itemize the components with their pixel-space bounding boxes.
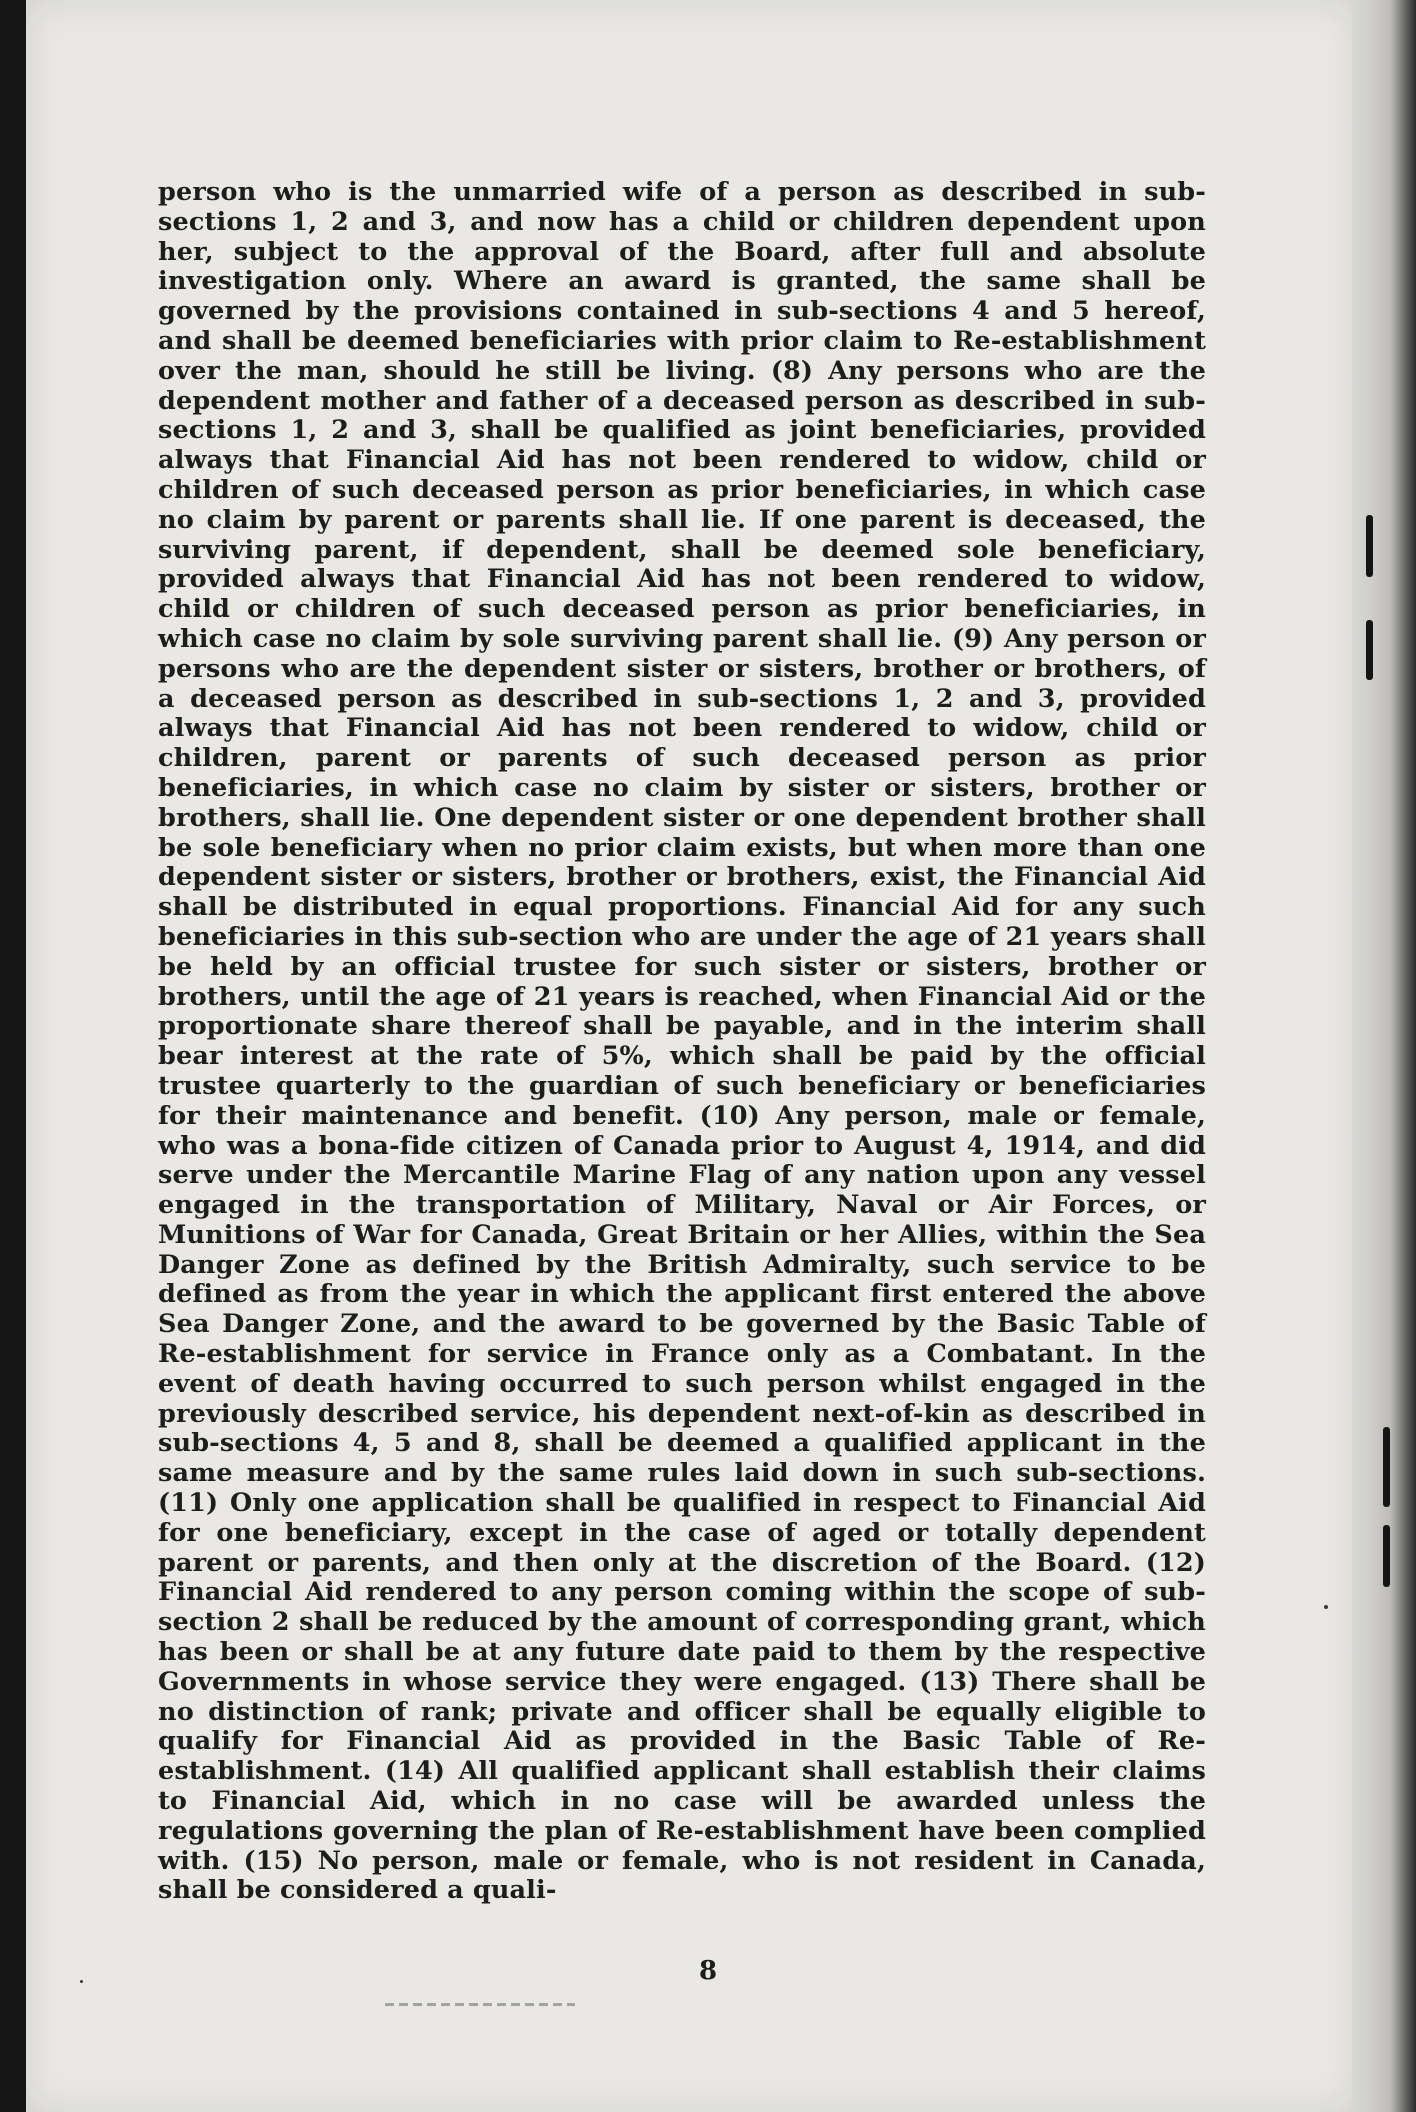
page-edge-shadow <box>1352 0 1416 2112</box>
binding-mark <box>1366 515 1373 577</box>
page-number: 8 <box>698 1956 718 1986</box>
binding-mark <box>1366 620 1373 680</box>
dust-speck <box>1324 1605 1328 1609</box>
footer-smudge <box>385 2003 575 2006</box>
binding-mark <box>1383 1427 1390 1507</box>
binding-mark <box>1383 1525 1390 1587</box>
body-paragraph: person who is the unmarried wife of a person as described in sub-sections 1, 2 and 3, and now has a child or children dependent upon her, subject to the approval of the Board, after full and absolute investigation only. Where an award is granted, the same shall be governed by the provisions contained in sub-sections 4 and 5 hereof, and shall be deemed beneficiaries with prior claim to Re-establishment over the man, should he still be living. (8) Any persons who are the dependent mother and father of a deceased person as described in sub-sections 1, 2 and 3, shall be qualified as joint beneficiaries, provided always that Financial Aid has not been rendered to widow, child or children of such deceased person as prior beneficiaries, in which case no claim by parent or parents shall lie. If one parent is deceased, the surviving parent, if dependent, shall be deemed sole beneficiary, provided always that Financial Aid has not been rendered to widow, child or children of such deceased person as prior beneficiaries, in which case no claim by sole surviving parent shall lie. (9) Any person or persons who are the dependent sister or sisters, brother or brothers, of a deceased person as described in sub-sections 1, 2 and 3, provided always that Financial Aid has not been rendered to widow, child or children, parent or parents of such deceased person as prior beneficiaries, in which case no claim by sister or sisters, brother or brothers, shall lie. One dependent sister or one dependent brother shall be sole beneficiary when no prior claim exists, but when more than one dependent sister or sisters, brother or brothers, exist, the Financial Aid shall be distributed in equal proportions. Financial Aid for any such beneficiaries in this sub-section who are under the age of 21 years shall be held by an official trustee for such sister or sisters, brother or brothers, until the age of 21 years is reached, when Financial Aid or the proportionate share thereof shall be payable, and in the interim shall bear interest at the rate of 5%, which shall be paid by the official trustee quarterly to the guardian of such beneficiary or beneficiaries for their maintenance and benefit. (10) Any person, male or female, who was a bona-fide citizen of Canada prior to August 4, 1914, and did serve under the Mercantile Marine Flag of any nation upon any vessel engaged in the transportation of Military, Naval or Air Forces, or Munitions of War for Canada, Great Britain or her Allies, within the Sea Danger Zone as defined by the British Admiralty, such service to be defined as from the year in which the applicant first entered the above Sea Danger Zone, and the award to be governed by the Basic Table of Re-establishment for service in France only as a Combatant. In the event of death having occurred to such person whilst engaged in the previously described service, his dependent next-of-kin as described in sub-sections 4, 5 and 8, shall be deemed a qualified applicant in the same measure and by the same rules laid down in such sub-sections. (11) Only one application shall be qualified in respect to Financial Aid for one beneficiary, except in the case of aged or totally dependent parent or parents, and then only at the discretion of the Board. (12) Financial Aid rendered to any person coming within the scope of sub-section 2 shall be reduced by the amount of corresponding grant, which has been or shall be at any future date paid to them by the respective Governments in whose service they were engaged. (13) There shall be no distinction of rank; private and officer shall be equally eligible to qualify for Financial Aid as provided in the Basic Table of Re-establishment. (14) All qualified applicant shall establish their claims to Financial Aid, which in no case will be awarded unless the regulations governing the plan of Re-establishment have been complied with. (15) No person, male or female, who is not resident in Canada, shall be considered a quali- <box>158 177 1206 1906</box>
